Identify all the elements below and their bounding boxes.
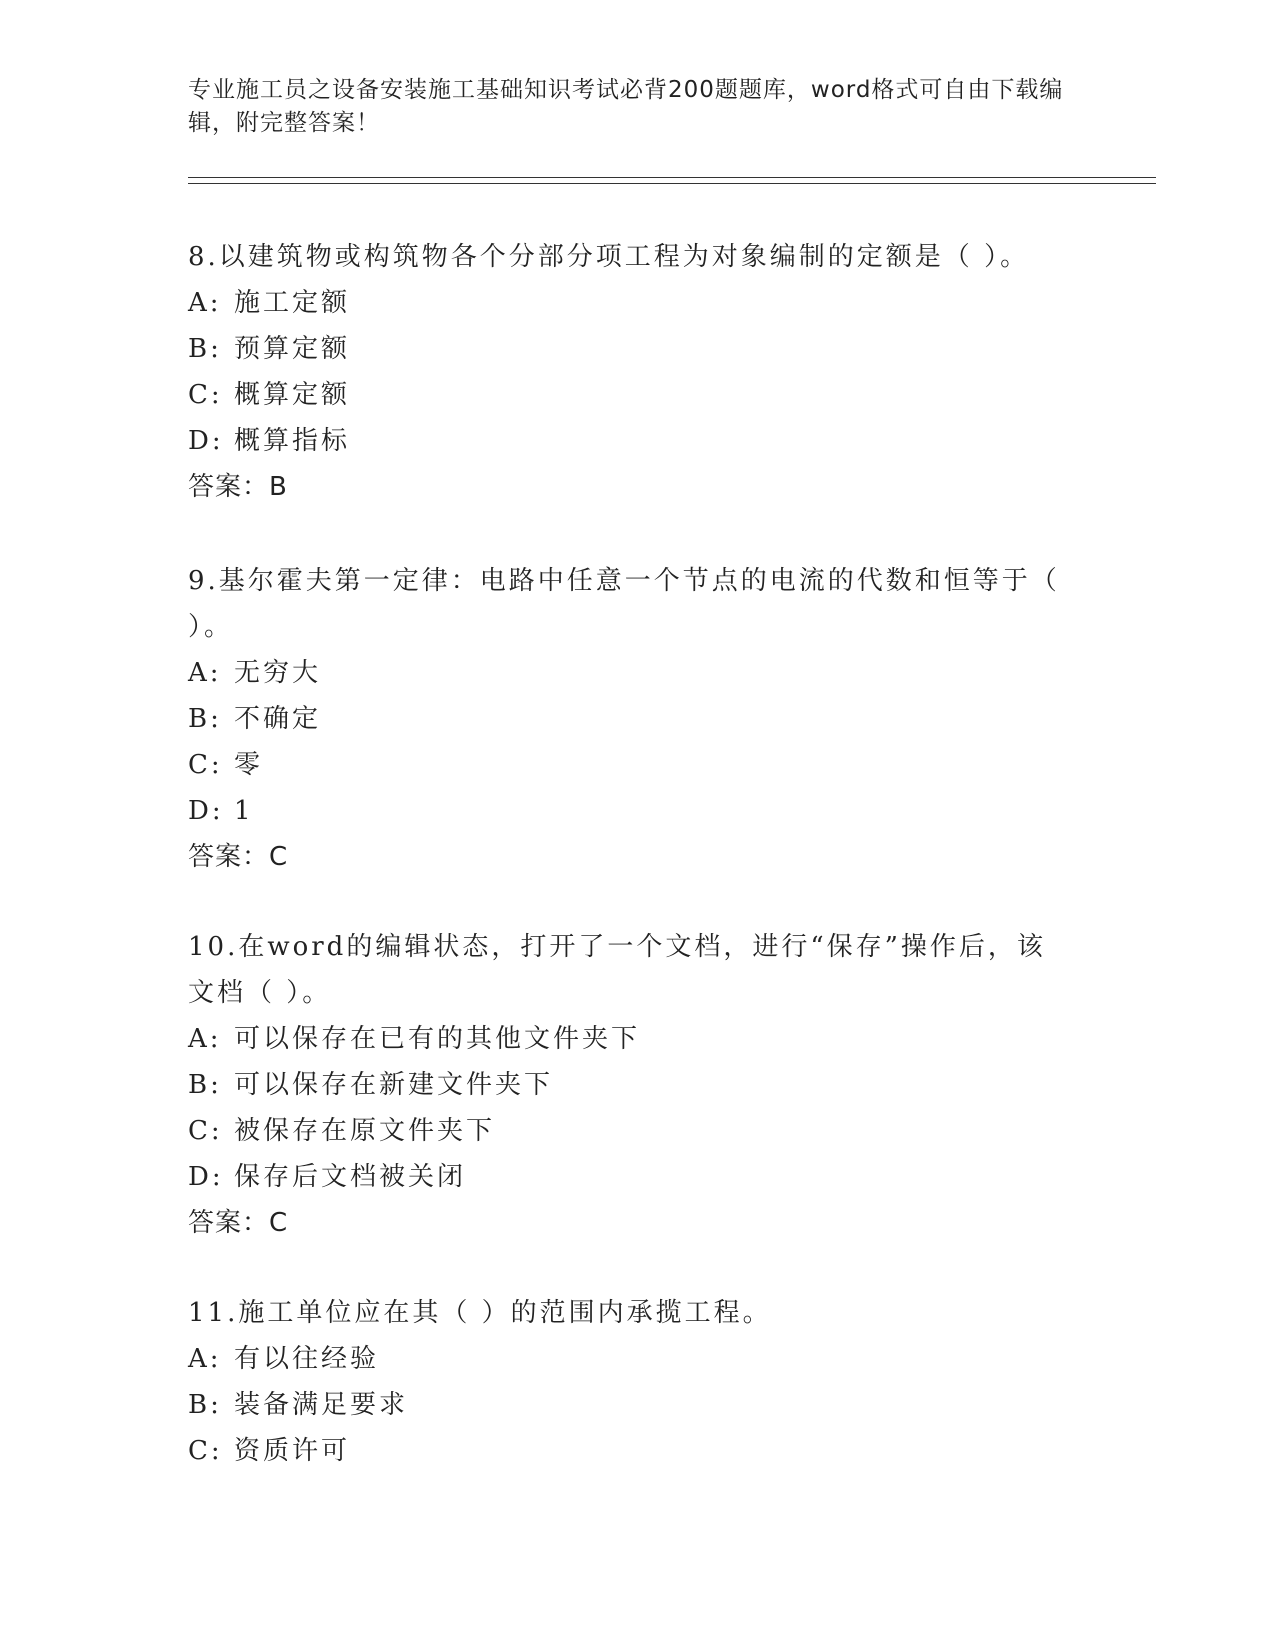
question-text: 8.以建筑物或构筑物各个分部分项工程为对象编制的定额是（ ）。 [188, 242, 1030, 272]
option-a [188, 280, 1068, 326]
option-a [188, 1016, 1068, 1062]
option-text: 预算定额 [234, 334, 351, 364]
option-letter: C: [188, 1116, 223, 1146]
question-text: 9.基尔霍夫第一定律：电路中任意一个节点的电流的代数和恒等于（ ）。 [188, 566, 1060, 642]
option-letter: C: [188, 750, 223, 780]
option-letter: A: [188, 658, 222, 688]
option-text: 概算指标 [234, 426, 351, 456]
option-letter: B: [188, 334, 222, 364]
question-9 [188, 558, 1068, 880]
option-d [188, 1154, 1068, 1200]
question-text: 10.在word的编辑状态，打开了一个文档，进行“保存”操作后，该文档（ ）。 [188, 932, 1046, 1008]
option-letter: C: [188, 380, 223, 410]
option-text: 可以保存在新建文件夹下 [234, 1070, 554, 1100]
option-text: 概算定额 [234, 380, 351, 410]
option-letter: A: [188, 288, 222, 318]
option-c [188, 742, 1068, 788]
option-letter: D: [188, 796, 224, 826]
option-text: 可以保存在已有的其他文件夹下 [234, 1024, 641, 1054]
option-b [188, 696, 1068, 742]
option-b [188, 1382, 1068, 1428]
option-text: 保存后文档被关闭 [234, 1162, 467, 1192]
option-letter: B: [188, 1390, 222, 1420]
option-text: 装备满足要求 [234, 1390, 409, 1420]
option-c [188, 1428, 1068, 1474]
option-text: 施工定额 [234, 288, 351, 318]
option-text: 无穷大 [234, 658, 322, 688]
option-d [188, 418, 1068, 464]
option-text: 零 [234, 750, 264, 780]
option-letter: A: [188, 1024, 222, 1054]
option-b [188, 1062, 1068, 1108]
answer-line: 答案：B [188, 472, 288, 502]
option-letter: B: [188, 1070, 222, 1100]
option-b [188, 326, 1068, 372]
header-divider-top [188, 177, 1156, 178]
option-text: 有以往经验 [234, 1344, 380, 1374]
option-letter: D: [188, 426, 224, 456]
document-header: 专业施工员之设备安装施工基础知识考试必背200题题库，word格式可自由下载编辑，附完整答案！ [188, 77, 1064, 136]
question-8 [188, 234, 1068, 510]
option-letter: B: [188, 704, 222, 734]
option-text: 资质许可 [234, 1436, 351, 1466]
option-text: 不确定 [234, 704, 322, 734]
question-11 [188, 1290, 1068, 1474]
option-text: 1 [234, 796, 254, 826]
option-text: 被保存在原文件夹下 [234, 1116, 496, 1146]
answer-line: 答案：C [188, 1208, 289, 1238]
option-c [188, 1108, 1068, 1154]
header-divider-bottom [188, 183, 1156, 184]
answer-line: 答案：C [188, 842, 289, 872]
question-text: 11.施工单位应在其（ ）的范围内承揽工程。 [188, 1298, 772, 1328]
question-10 [188, 924, 1068, 1246]
option-c [188, 372, 1068, 418]
option-letter: A: [188, 1344, 222, 1374]
option-a [188, 1336, 1068, 1382]
option-letter: D: [188, 1162, 224, 1192]
option-d [188, 788, 1068, 834]
option-a [188, 650, 1068, 696]
option-letter: C: [188, 1436, 223, 1466]
